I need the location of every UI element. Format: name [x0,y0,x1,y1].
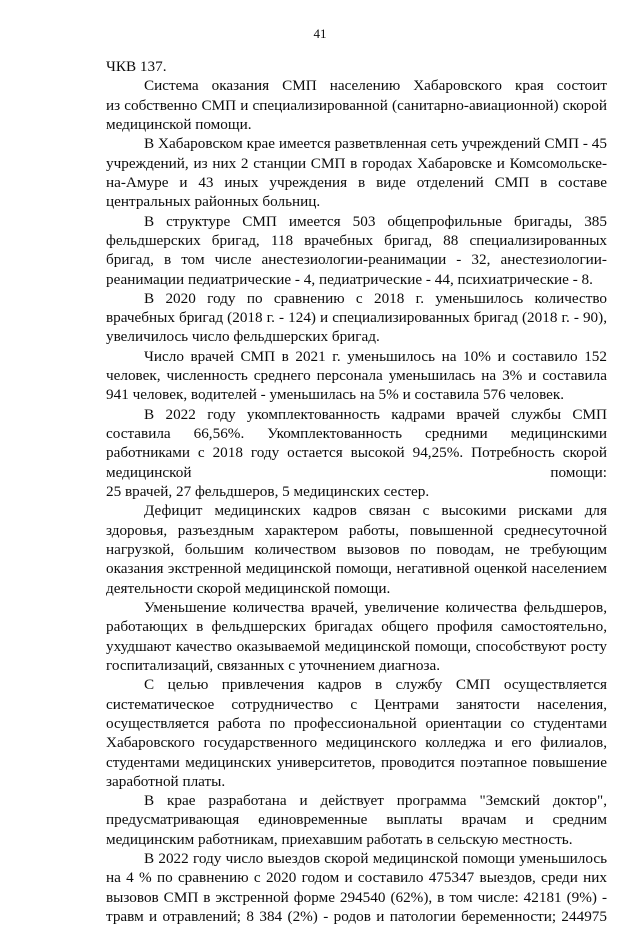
text-line: Уменьшение количества врачей, увеличение количества фельдшеров, [144,598,607,616]
text-line: нагрузкой, большим количеством вызовов по поводам, не требующим [106,541,607,558]
text-line: Хабаровского государственного медицинского колледжа и его филиалов, [106,734,607,752]
text-line: медицинской помощи. [106,115,252,133]
text-line: В 2022 году укомплектованность кадрами врачей службы СМП [144,405,607,423]
text-line: В Хабаровском крае имеется разветвленная сеть учреждений СМП - 45 [144,135,607,153]
text-line: врачебных бригад (2018 г. - 124) и специализированных бригад (2018 г. - 90), [106,309,607,327]
text-line: учреждений, из них 2 станции СМП в городах Хабаровске и Комсомольске- [106,154,607,172]
text-line: увеличилось число фельдшерских бригад. [106,328,380,346]
text-line: 25 врачей, 27 фельдшеров, 5 медицинских сестер. [106,483,430,501]
text-line: человек, численность среднего персонала уменьшилась на 3% и составила [106,367,607,385]
text-line: 941 человек, водителей - уменьшилась на 5% и составила 576 человек. [106,386,565,404]
text-line: центральных районных больниц. [106,193,321,211]
text-line: вызовов СМП в экстренной форме 294540 (62%), в том числе: 42181 (9%) - [106,888,607,906]
text-line: В структуре СМП имеется 503 общепрофильные бригады, 385 [144,212,607,230]
text-line: В крае разработана и действует программа "Земский доктор", [144,792,607,810]
text-line: бригад, в том числе анестезиологии-реанимации - 32, анестезиологии- [106,251,607,269]
text-line: медицинским работникам, приехавшим работать в сельскую местность. [106,830,573,848]
text-line: работниками с 2018 году остается высокой 94,25%. Потребность скорой [106,444,607,462]
text-line: заработной платы. [106,772,226,790]
text-line: из собственно СМП и специализированной (санитарно-авиационной) скорой [106,96,607,114]
text-line: студентами медицинских университетов, проводится поэтапное повышение [106,753,607,771]
text-line: В 2020 году по сравнению с 2018 г. уменьшилось количество [144,289,607,307]
text-line: травм и отравлений; 8 384 (2%) - родов и патологии беременности; 244975 [106,908,607,926]
text-line: составила 66,56%. Укомплектованность средними медицинскими [106,425,607,443]
text-line: ЧКВ 137. [106,58,167,75]
text-line-part: помощи: [550,463,607,481]
text-line: ухудшают качество оказываемой медицинской помощи, способствуют росту [106,637,607,655]
text-line: осуществляется работа по профессиональной ориентации со студентами [106,714,607,732]
text-line: здоровья, разъездным характером работы, повышенной среднесуточной [106,521,607,539]
text-line: работающих в фельдшерских бригадах общего профиля самостоятельно, [106,618,607,636]
text-line: систематическое сотрудничество с Центрами занятости населения, [106,695,607,713]
text-line: С целью привлечения кадров в службу СМП осуществляется [144,676,607,694]
text-line: Число врачей СМП в 2021 г. уменьшилось на 10% и составило 152 [144,347,607,365]
text-line: деятельности скорой медицинской помощи. [106,579,391,597]
text-line [106,464,607,482]
text-line: Система оказания СМП населению Хабаровского края состоит [144,77,607,95]
text-line: фельдшерских бригад, 118 врачебных бригад, 88 специализированных [106,231,607,249]
text-line: госпитализаций, связанных с уточнением диагноза. [106,656,440,674]
text-line: В 2022 году число выездов скорой медицинской помощи уменьшилось [144,850,607,868]
text-line: на-Амуре и 43 иных учреждения в виде отделений СМП в составе [106,173,607,191]
text-line: предусматривающая единовременные выплаты врачам и средним [106,811,607,829]
text-line: реанимации педиатрические - 4, педиатрические - 44, психиатрические - 8. [106,270,593,288]
page-number: 41 [313,26,327,41]
text-line: Дефицит медицинских кадров связан с высокими рисками для [144,502,607,520]
text-line: оказания экстренной медицинской помощи, негативной оценкой населением [106,560,607,578]
text-line: на 4 % по сравнению с 2020 годом и составило 475347 выездов, среди них [106,869,607,887]
text-line-part: медицинской [106,463,192,481]
